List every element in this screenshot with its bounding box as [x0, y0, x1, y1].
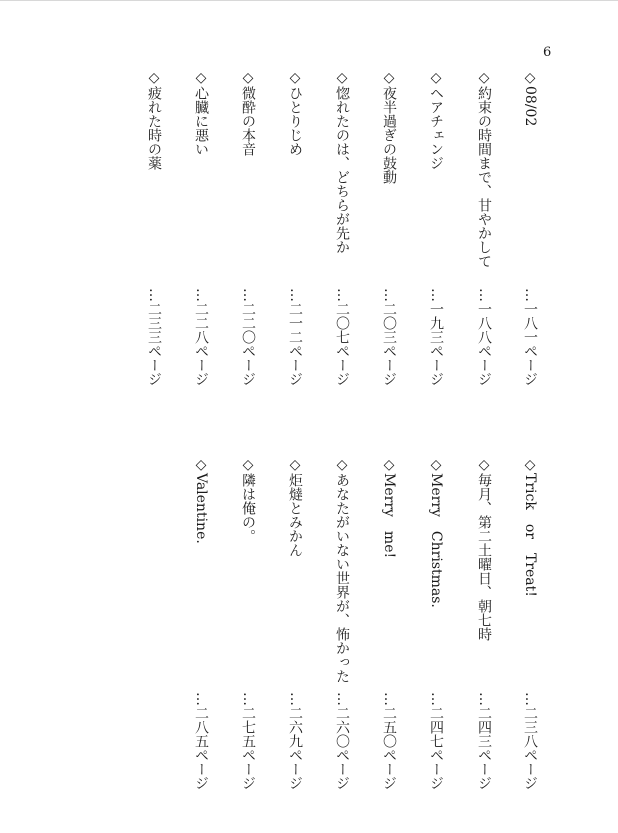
toc-entry-page: …二八五ページ [193, 692, 209, 790]
toc-entry-title: ◇Trick or Treat! [522, 457, 538, 597]
toc-entry-page: …二三八ページ [522, 692, 538, 790]
toc-entry-title: ◇ひとりじめ [287, 70, 303, 156]
toc-entry-page: …二一二ページ [287, 288, 303, 386]
toc-entry-title: ◇ヘアチェンジ [428, 70, 444, 170]
toc-entry-title: ◇Merry me! [381, 457, 397, 559]
toc-entry-title: ◇炬燵とみかん [287, 457, 303, 557]
toc-entry-title: ◇微酔の本音 [240, 70, 256, 156]
top-divider [0, 0, 618, 1]
toc-entry-title: ◇毎月、第二土曜日、朝七時 [476, 457, 492, 641]
toc-entry-page: …二六九ページ [287, 692, 303, 790]
toc-entry-title: ◇惚れたのは、どちらが先か [334, 70, 350, 254]
toc-entry-page: …二四七ページ [428, 692, 444, 790]
page-number: 6 [543, 45, 552, 60]
toc-entry-page: …二〇三ページ [381, 288, 397, 386]
toc-entry-page: …一九三ページ [428, 288, 444, 386]
toc-entry-page: …二二八ページ [193, 288, 209, 386]
toc-entry-title: ◇夜半過ぎの鼓動 [381, 70, 397, 184]
toc-entry-page: …二四三ページ [476, 692, 492, 790]
toc-entry-page: …二二〇ページ [240, 288, 256, 386]
toc-entry-title: ◇Merry Christmas. [428, 457, 444, 608]
toc-entry-title: ◇Valentine. [193, 457, 209, 544]
toc-entry-page: …二七五ページ [240, 692, 256, 790]
toc-entry-title: ◇08/02 [522, 70, 538, 127]
toc-entry-page: …一八八ページ [476, 288, 492, 386]
toc-entry-title: ◇あなたがいない世界が、怖かった [334, 457, 350, 683]
toc-entry-title: ◇約束の時間まで、甘やかして [476, 70, 492, 268]
toc-entry-title: ◇隣は俺の。 [240, 457, 256, 543]
toc-entry-page: …一八一ページ [522, 288, 538, 386]
toc-entry-page: …二六〇ページ [334, 692, 350, 790]
toc-entry-page: …二三三ページ [146, 288, 162, 386]
toc-entry-page: …二五〇ページ [381, 692, 397, 790]
toc-entry-title: ◇疲れた時の薬 [146, 70, 162, 170]
toc-entry-page: …二〇七ページ [334, 288, 350, 386]
toc-entry-title: ◇心臓に悪い [193, 70, 209, 156]
